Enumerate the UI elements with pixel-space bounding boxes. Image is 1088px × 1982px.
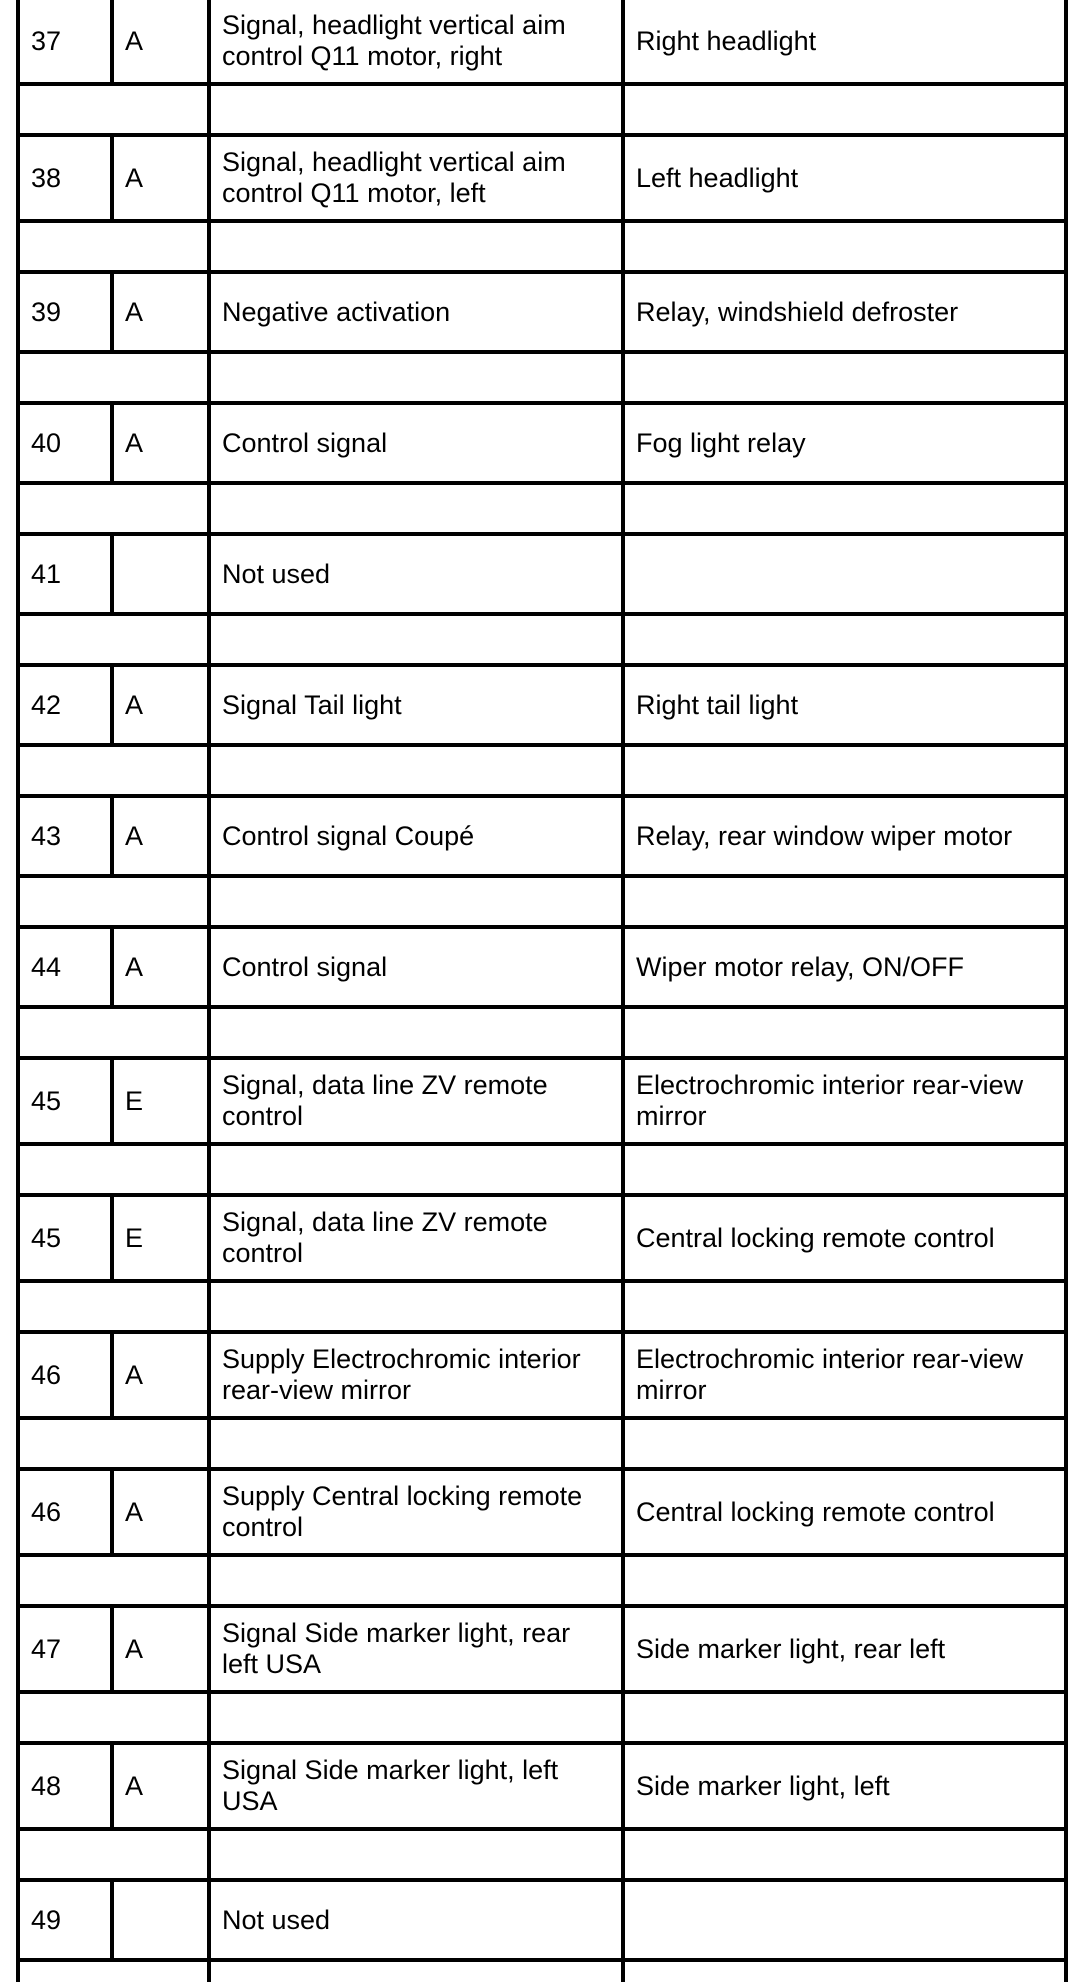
signal-description: Not used bbox=[209, 1880, 623, 1960]
pin-number: 39 bbox=[18, 272, 112, 352]
signal-description: Control signal bbox=[209, 927, 623, 1007]
pin-number: 49 bbox=[18, 1880, 112, 1960]
signal-description: Signal, headlight vertical aim control Q11 motor, right bbox=[209, 0, 623, 84]
signal-type: A bbox=[112, 1332, 209, 1418]
pin-number: 45 bbox=[18, 1058, 112, 1144]
pin-number: 43 bbox=[18, 796, 112, 876]
spacer-row bbox=[18, 1829, 1066, 1880]
component: Side marker light, left bbox=[623, 1743, 1066, 1829]
table-row bbox=[18, 135, 1066, 221]
trailing-row bbox=[18, 1960, 1066, 1982]
signal-type bbox=[112, 1880, 209, 1960]
signal-description: Supply Electrochromic interior rear-view mirror bbox=[209, 1332, 623, 1418]
table-row bbox=[18, 1195, 1066, 1281]
table-row bbox=[18, 927, 1066, 1007]
component: Central locking remote control bbox=[623, 1469, 1066, 1555]
table-row bbox=[18, 796, 1066, 876]
component: Right headlight bbox=[623, 0, 1066, 84]
signal-type: A bbox=[112, 665, 209, 745]
pin-number: 41 bbox=[18, 534, 112, 614]
table-row bbox=[18, 272, 1066, 352]
pin-number: 40 bbox=[18, 403, 112, 483]
signal-type: A bbox=[112, 1743, 209, 1829]
component bbox=[623, 534, 1066, 614]
table-row bbox=[18, 403, 1066, 483]
spacer-row bbox=[18, 1555, 1066, 1606]
signal-description: Control signal bbox=[209, 403, 623, 483]
pin-number: 46 bbox=[18, 1332, 112, 1418]
spacer-row bbox=[18, 1692, 1066, 1743]
signal-type: A bbox=[112, 272, 209, 352]
pin-number: 45 bbox=[18, 1195, 112, 1281]
table-row bbox=[18, 1332, 1066, 1418]
component: Central locking remote control bbox=[623, 1195, 1066, 1281]
pin-number: 38 bbox=[18, 135, 112, 221]
signal-type: A bbox=[112, 0, 209, 84]
spacer-row bbox=[18, 352, 1066, 403]
pin-number: 37 bbox=[18, 0, 112, 84]
spacer-row bbox=[18, 1144, 1066, 1195]
signal-type: A bbox=[112, 135, 209, 221]
signal-type bbox=[112, 534, 209, 614]
table-row bbox=[18, 1058, 1066, 1144]
component: Fog light relay bbox=[623, 403, 1066, 483]
signal-description: Not used bbox=[209, 534, 623, 614]
table-row bbox=[18, 1606, 1066, 1692]
table-row bbox=[18, 1469, 1066, 1555]
table-row bbox=[18, 534, 1066, 614]
signal-description: Signal Tail light bbox=[209, 665, 623, 745]
signal-description: Negative activation bbox=[209, 272, 623, 352]
signal-type: A bbox=[112, 1606, 209, 1692]
signal-description: Supply Central locking remote control bbox=[209, 1469, 623, 1555]
spacer-row bbox=[18, 1281, 1066, 1332]
component: Right tail light bbox=[623, 665, 1066, 745]
pin-number: 44 bbox=[18, 927, 112, 1007]
table-row bbox=[18, 0, 1066, 84]
signal-type: E bbox=[112, 1195, 209, 1281]
pin-number: 47 bbox=[18, 1606, 112, 1692]
signal-type: A bbox=[112, 796, 209, 876]
spacer-row bbox=[18, 1418, 1066, 1469]
component: Wiper motor relay, ON/OFF bbox=[623, 927, 1066, 1007]
component: Relay, rear window wiper motor bbox=[623, 796, 1066, 876]
component: Electrochromic interior rear-view mirror bbox=[623, 1332, 1066, 1418]
signal-description: Control signal Coupé bbox=[209, 796, 623, 876]
component: Electrochromic interior rear-view mirror bbox=[623, 1058, 1066, 1144]
spacer-row bbox=[18, 876, 1066, 927]
table-row bbox=[18, 1743, 1066, 1829]
signal-description: Signal Side marker light, left USA bbox=[209, 1743, 623, 1829]
spacer-row bbox=[18, 745, 1066, 796]
signal-type: A bbox=[112, 1469, 209, 1555]
component: Relay, windshield defroster bbox=[623, 272, 1066, 352]
signal-description: Signal, data line ZV remote control bbox=[209, 1195, 623, 1281]
pin-number: 42 bbox=[18, 665, 112, 745]
signal-type: A bbox=[112, 403, 209, 483]
spacer-row bbox=[18, 483, 1066, 534]
spacer-row bbox=[18, 1007, 1066, 1058]
signal-description: Signal, data line ZV remote control bbox=[209, 1058, 623, 1144]
signal-description: Signal Side marker light, rear left USA bbox=[209, 1606, 623, 1692]
spacer-row bbox=[18, 614, 1066, 665]
pin-number: 48 bbox=[18, 1743, 112, 1829]
pin-number: 46 bbox=[18, 1469, 112, 1555]
component bbox=[623, 1880, 1066, 1960]
signal-type: A bbox=[112, 927, 209, 1007]
spacer-row bbox=[18, 221, 1066, 272]
table-row bbox=[18, 1880, 1066, 1960]
signal-description: Signal, headlight vertical aim control Q11 motor, left bbox=[209, 135, 623, 221]
component: Side marker light, rear left bbox=[623, 1606, 1066, 1692]
spacer-row bbox=[18, 84, 1066, 135]
component: Left headlight bbox=[623, 135, 1066, 221]
table-row bbox=[18, 665, 1066, 745]
signal-type: E bbox=[112, 1058, 209, 1144]
pin-assignment-table bbox=[16, 0, 1068, 1982]
